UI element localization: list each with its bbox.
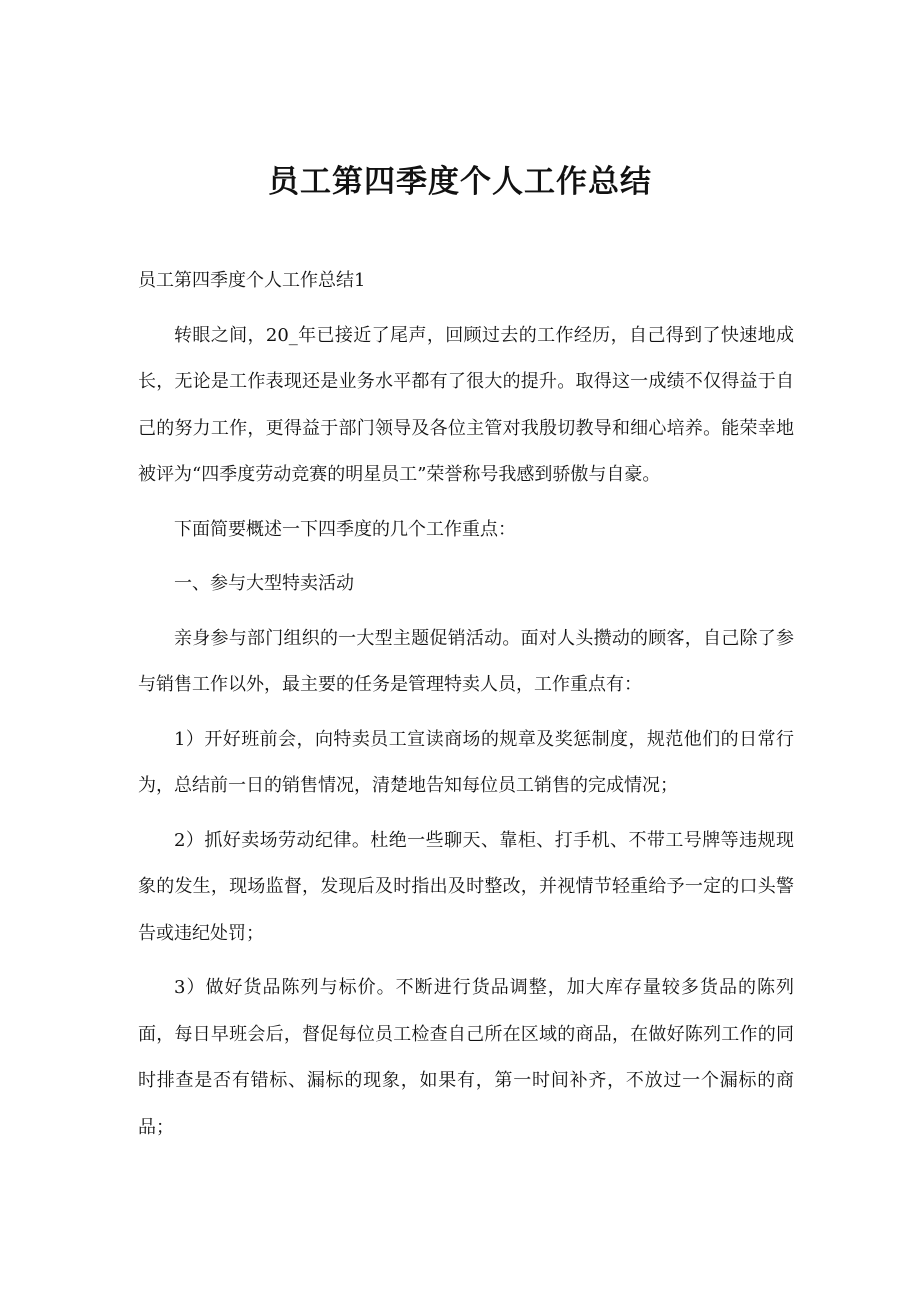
section-title: 员工第四季度个人工作总结1 — [138, 270, 366, 291]
section-heading-1: 一、参与大型特卖活动 — [174, 573, 354, 594]
paragraph-activity: 亲身参与部门组织的一大型主题促销活动。面对人头攒动的顾客，自己除了参与销售工作以外，最主要的任务是管理特卖人员，工作重点有： — [138, 627, 794, 695]
list-item-1: 1）开好班前会，向特卖员工宣读商场的规章及奖惩制度，规范他们的日常行为，总结前一日的销售情况，清楚地告知每位员工销售的完成情况； — [138, 728, 794, 796]
paragraph-intro: 转眼之间，20_年已接近了尾声，回顾过去的工作经历，自己得到了快速地成长，无论是工作表现还是业务水平都有了很大的提升。取得这一成绩不仅得益于自己的努力工作，更得益于部门领导及各位主管对我殷切教导和细心培养。能荣幸地被评为“四季度劳动竞赛的明星员工”荣誉称号我感到骄傲与自豪。 — [138, 324, 794, 485]
list-item-2: 2）抓好卖场劳动纪律。杜绝一些聊天、靠柜、打手机、不带工号牌等违规现象的发生，现场监督，发现后及时指出及时整改，并视情节轻重给予一定的口头警告或违纪处罚； — [138, 829, 794, 944]
document-body — [138, 258, 794, 1159]
paragraph-overview: 下面简要概述一下四季度的几个工作重点： — [174, 518, 516, 540]
list-item-3: 3）做好货品陈列与标价。不断进行货品调整，加大库存量较多货品的陈列面，每日早班会后，督促每位员工检查自己所在区域的商品，在做好陈列工作的同时排查是否有错标、漏标的现象，如果有，第一时间补齐，不放过一个漏标的商品； — [138, 977, 794, 1138]
document-title: 员工第四季度个人工作总结 — [268, 164, 652, 200]
